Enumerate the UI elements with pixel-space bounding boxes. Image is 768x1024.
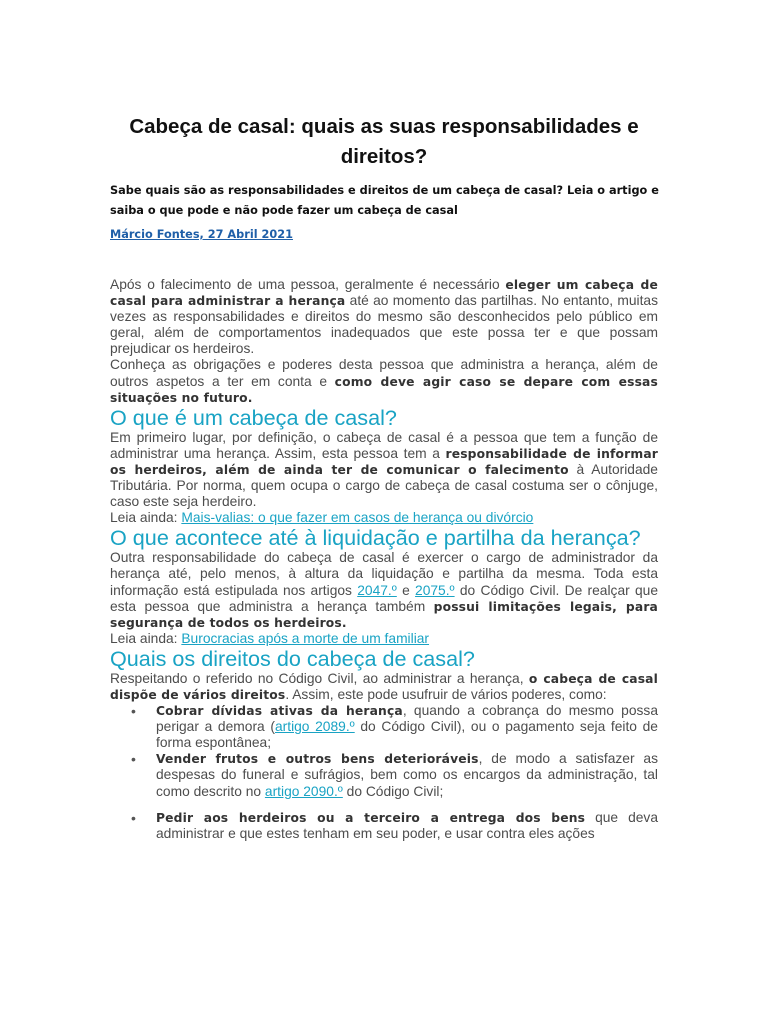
intro-p2-bold: como deve agir caso se depare com essas situações no futuro. [110,374,658,405]
intro-p1-text-c: até ao momento das partilhas. No entanto, muitas vezes as responsabilidades e direitos do mesmo são desconhecidos pelo público em geral, além de comportamentos inadequados que este possa ter e que possam prejudicar os herdeiros. [110,293,658,357]
article-2075-link[interactable]: 2075.º [415,582,455,598]
s3-text-c: . Assim, este pode usufruir de vários poderes, como: [285,686,607,702]
article-2090-link[interactable]: artigo 2090.º [264,783,343,799]
s2-text-a: Outra responsabilidade do cabeça de casal é exercer o cargo de administrador da herança até, pelo menos, à altura da liquidação e partilha da mesma. Toda esta informação está estipulada nos artigos [110,550,658,598]
item-text-b: do Código Civil), ou o pagamento seja feito de forma espontânea; [156,719,658,751]
list-item [156,703,658,751]
s1-text-c: à Autoridade Tributária. Por norma, quem ocupa o cargo de cabeça de casal costuma ser o cônjuge, caso este seja herdeiro. [110,461,658,510]
intro-p1-text-a: Após o falecimento de uma pessoa, geralmente é necessário [110,277,506,292]
s1-bold: responsabilidade de informar os herdeiros, além de ainda ter de comunicar o falecimento [110,446,658,477]
s2-text-b: e [396,582,416,598]
intro-paragraph-2 [110,357,658,405]
section2-read-also [110,631,658,647]
section-heading-rights: Quais os direitos do cabeça de casal? [110,645,475,671]
article-body [110,277,658,842]
intro-p2-text-a: Conheça as obrigações e poderes desta pessoa que administra a herança, além de outros aspetos a ter em conta e [110,357,658,389]
item-text-a: , quando a cobrança do mesmo possa perigar a demora ( [156,703,659,735]
s2-text-c: do Código Civil. De realçar que esta pessoa que administra a herança também [110,582,658,614]
list-item [156,751,658,799]
item-text-a: que deva administrar e que estes tenham em seu poder, e usar contra eles ações [156,809,658,841]
article-title: Cabeça de casal: quais as suas responsabilidades e direitos? [129,115,639,168]
section-heading-what-is: O que é um cabeça de casal? [110,404,397,430]
rights-list [110,703,658,842]
item-bold: Cobrar dívidas ativas da herança [156,704,403,719]
intro-paragraph-1 [110,277,658,357]
section-heading-liquidation: O que acontece até à liquidação e partilha da herança? [110,525,641,551]
s2-read-also-link[interactable]: Burocracias após a morte de um familiar [181,630,430,646]
section2-paragraph [110,550,658,630]
article-2089-link[interactable]: artigo 2089.º [274,719,355,735]
s2-read-also-label: Leia ainda: [110,630,182,646]
list-item [156,810,658,842]
article-subtitle: Sabe quais são as responsabilidades e direitos de um cabeça de casal? Leia o artigo e saiba o que pode e não pode fazer um cabeça de casal [110,184,659,217]
section1-read-also [110,510,658,526]
article-2047-link[interactable]: 2047.º [357,582,397,598]
item-text-b: do Código Civil; [342,783,444,799]
intro-p1-bold: eleger um cabeça de casal para administrar a herança [110,278,658,309]
item-bold: Vender frutos e outros bens deterioráveis [156,752,479,767]
section1-paragraph [110,430,658,510]
s1-text-a: Em primeiro lugar, por definição, o cabeça de casal é a pessoa que tem a função de administrar uma herança. Assim, esta pessoa tem a [110,429,658,461]
s2-bold: possui limitações legais, para segurança de todos os herdeiros. [110,599,658,630]
s3-text-a: Respeitando o referido no Código Civil, ao administrar a herança, [110,670,529,686]
item-text-a: , de modo a satisfazer as despesas do funeral e sufrágios, bem como os encargos da administração, tal como descrito no [156,751,658,799]
author-date-link[interactable]: Márcio Fontes, 27 Abril 2021 [110,228,293,241]
section3-paragraph [110,671,658,703]
s1-read-also-link[interactable]: Mais-valias: o que fazer em casos de herança ou divórcio [181,510,534,526]
s3-bold: o cabeça de casal dispõe de vários direitos [110,671,658,702]
s1-read-also-label: Leia ainda: [110,510,182,526]
item-bold: Pedir aos herdeiros ou a terceiro a entrega dos bens [156,810,586,825]
